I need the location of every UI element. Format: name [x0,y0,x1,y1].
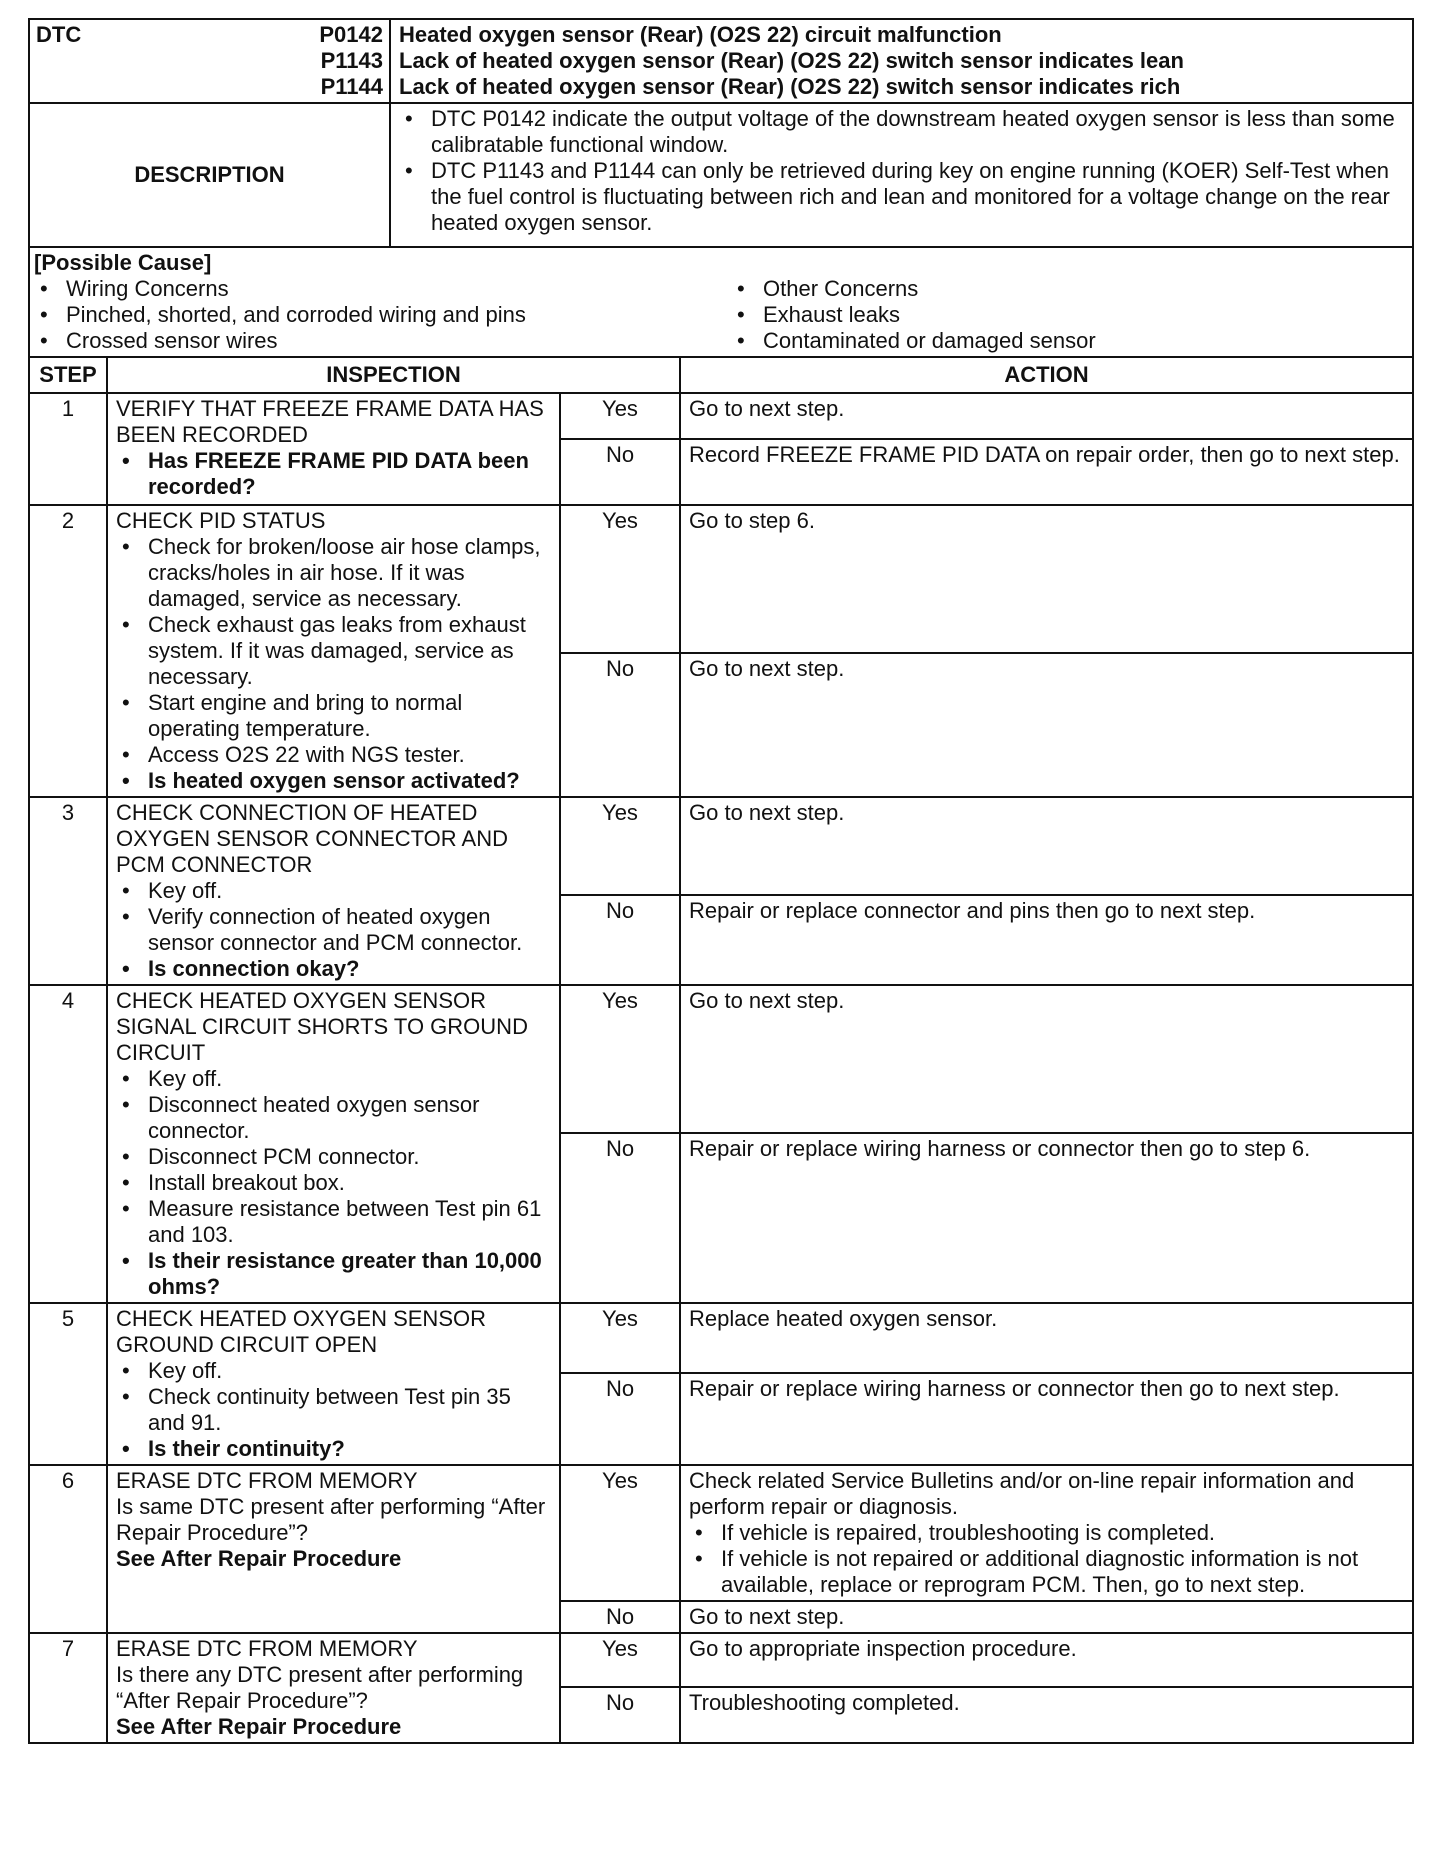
no-action: Repair or replace connector and pins then go to next step. [680,895,1413,985]
yes-action: Go to appropriate inspection procedure. [680,1633,1413,1687]
no-label: No [560,439,680,505]
cause-group: • Other Concerns [731,276,1408,302]
yes-label: Yes [560,1465,680,1601]
yes-action-text: Check related Service Bulletins and/or on-line repair information and perform repair or diagnosis. [689,1468,1355,1519]
dtc-title: Lack of heated oxygen sensor (Rear) (O2S 22) switch sensor indicates rich [399,74,1181,99]
step-number: 1 [29,393,107,505]
no-label: No [560,653,680,797]
description-cell [390,103,1413,247]
dtc-code: P1144 [320,74,383,99]
step-number: 4 [29,985,107,1303]
cause-item: • Pinched, shorted, and corroded wiring and pins [34,302,711,328]
yes-label: Yes [560,505,680,653]
yes-label: Yes [560,393,680,439]
step-number: 6 [29,1465,107,1633]
header-step: STEP [29,357,107,393]
description-row [29,103,1413,247]
cause-item: • Exhaust leaks [731,302,1408,328]
step-row [29,505,1413,653]
possible-cause-cell [29,247,1413,357]
yes-action: Go to next step. [680,393,1413,439]
possible-cause-row [29,247,1413,357]
yes-action: Go to next step. [680,797,1413,895]
no-label: No [560,1373,680,1465]
step-bullet: • Verify connection of heated oxygen sensor connector and PCM connector. [116,904,551,956]
dtc-title: Lack of heated oxygen sensor (Rear) (O2S 22) switch sensor indicates lean [399,48,1184,73]
dtc-code: P1143 [320,48,383,73]
dtc-table [28,18,1414,1744]
dtc-header-row [29,19,1413,103]
step-text: Is there any DTC present after performing “After Repair Procedure”? [116,1662,524,1713]
step-question: • Is their continuity? [116,1436,551,1462]
dtc-procedure-sheet [28,18,1412,1744]
step-row [29,797,1413,895]
step-row [29,1303,1413,1373]
dtc-code-cell [29,19,390,103]
yes-label: Yes [560,985,680,1133]
yes-label: Yes [560,1303,680,1373]
action-bullet: • If vehicle is not repaired or additional diagnostic information is not available, replace or reprogram PCM. Then, go to next step. [689,1546,1404,1598]
step-row [29,393,1413,439]
step-inspection [107,1303,560,1465]
step-bullet: • Disconnect PCM connector. [116,1144,551,1170]
description-label: DESCRIPTION [29,103,390,247]
step-question: • Is heated oxygen sensor activated? [116,768,551,794]
step-title: CHECK HEATED OXYGEN SENSOR GROUND CIRCUIT OPEN [116,1306,486,1357]
table-header-row [29,357,1413,393]
yes-action: Replace heated oxygen sensor. [680,1303,1413,1373]
cause-column-right [711,276,1408,354]
dtc-title: Heated oxygen sensor (Rear) (O2S 22) circuit malfunction [399,22,1002,47]
step-title: CHECK CONNECTION OF HEATED OXYGEN SENSOR CONNECTOR AND PCM CONNECTOR [116,800,508,877]
dtc-code: P0142 [319,22,383,47]
yes-label: Yes [560,797,680,895]
yes-label: Yes [560,1633,680,1687]
step-bullet: • Start engine and bring to normal operating temperature. [116,690,551,742]
step-bullet: • Check exhaust gas leaks from exhaust system. If it was damaged, service as necessary. [116,612,551,690]
cause-group: • Wiring Concerns [34,276,711,302]
step-bullet: • Key off. [116,1066,551,1092]
see-reference: See After Repair Procedure [116,1546,402,1571]
step-title: CHECK HEATED OXYGEN SENSOR SIGNAL CIRCUIT SHORTS TO GROUND CIRCUIT [116,988,528,1065]
step-bullet: • Measure resistance between Test pin 61 and 103. [116,1196,551,1248]
no-action: Go to next step. [680,1601,1413,1633]
step-bullet: • Key off. [116,878,551,904]
step-inspection [107,505,560,797]
cause-item: • Contaminated or damaged sensor [731,328,1408,354]
see-reference: See After Repair Procedure [116,1714,402,1739]
step-inspection [107,393,560,505]
description-item: • DTC P1143 and P1144 can only be retrieved during key on engine running (KOER) Self-Test when the fuel control is fluctuating between rich and lean and monitored for a voltage change on the rear heated oxygen sensor. [399,158,1404,236]
step-title: ERASE DTC FROM MEMORY [116,1636,418,1661]
no-label: No [560,1601,680,1633]
possible-cause-heading: [Possible Cause] [34,250,212,275]
no-action: Repair or replace wiring harness or connector then go to next step. [680,1373,1413,1465]
step-number: 3 [29,797,107,985]
step-inspection [107,797,560,985]
step-inspection [107,1633,560,1743]
dtc-label: DTC [36,22,82,47]
step-row [29,1465,1413,1601]
no-label: No [560,1687,680,1743]
step-bullet: • Check continuity between Test pin 35 and 91. [116,1384,551,1436]
no-label: No [560,895,680,985]
step-number: 2 [29,505,107,797]
description-item: • DTC P0142 indicate the output voltage of the downstream heated oxygen sensor is less than some calibratable functional window. [399,106,1404,158]
step-bullet: • Key off. [116,1358,551,1384]
step-question: • Is connection okay? [116,956,551,982]
cause-item: • Crossed sensor wires [34,328,711,354]
no-action: Go to next step. [680,653,1413,797]
step-text: Is same DTC present after performing “After Repair Procedure”? [116,1494,546,1545]
no-action: Repair or replace wiring harness or connector then go to step 6. [680,1133,1413,1303]
step-row [29,985,1413,1133]
step-bullet: • Install breakout box. [116,1170,551,1196]
step-bullet: • Check for broken/loose air hose clamps, cracks/holes in air hose. If it was damaged, service as necessary. [116,534,551,612]
step-number: 7 [29,1633,107,1743]
header-action: ACTION [680,357,1413,393]
step-title: ERASE DTC FROM MEMORY [116,1468,418,1493]
no-label: No [560,1133,680,1303]
step-bullet: • Disconnect heated oxygen sensor connector. [116,1092,551,1144]
step-question: • Has FREEZE FRAME PID DATA been recorded? [116,448,551,500]
no-action: Troubleshooting completed. [680,1687,1413,1743]
dtc-title-cell [390,19,1413,103]
yes-action [680,1465,1413,1601]
step-number: 5 [29,1303,107,1465]
step-row [29,1633,1413,1687]
step-title: VERIFY THAT FREEZE FRAME DATA HAS BEEN RECORDED [116,396,544,447]
step-inspection [107,1465,560,1633]
cause-column-left [34,276,711,354]
step-title: CHECK PID STATUS [116,508,326,533]
action-bullet: • If vehicle is repaired, troubleshooting is completed. [689,1520,1404,1546]
header-inspection: INSPECTION [107,357,680,393]
yes-action: Go to step 6. [680,505,1413,653]
no-action: Record FREEZE FRAME PID DATA on repair order, then go to next step. [680,439,1413,505]
yes-action: Go to next step. [680,985,1413,1133]
step-question: • Is their resistance greater than 10,000 ohms? [116,1248,551,1300]
step-bullet: • Access O2S 22 with NGS tester. [116,742,551,768]
step-inspection [107,985,560,1303]
